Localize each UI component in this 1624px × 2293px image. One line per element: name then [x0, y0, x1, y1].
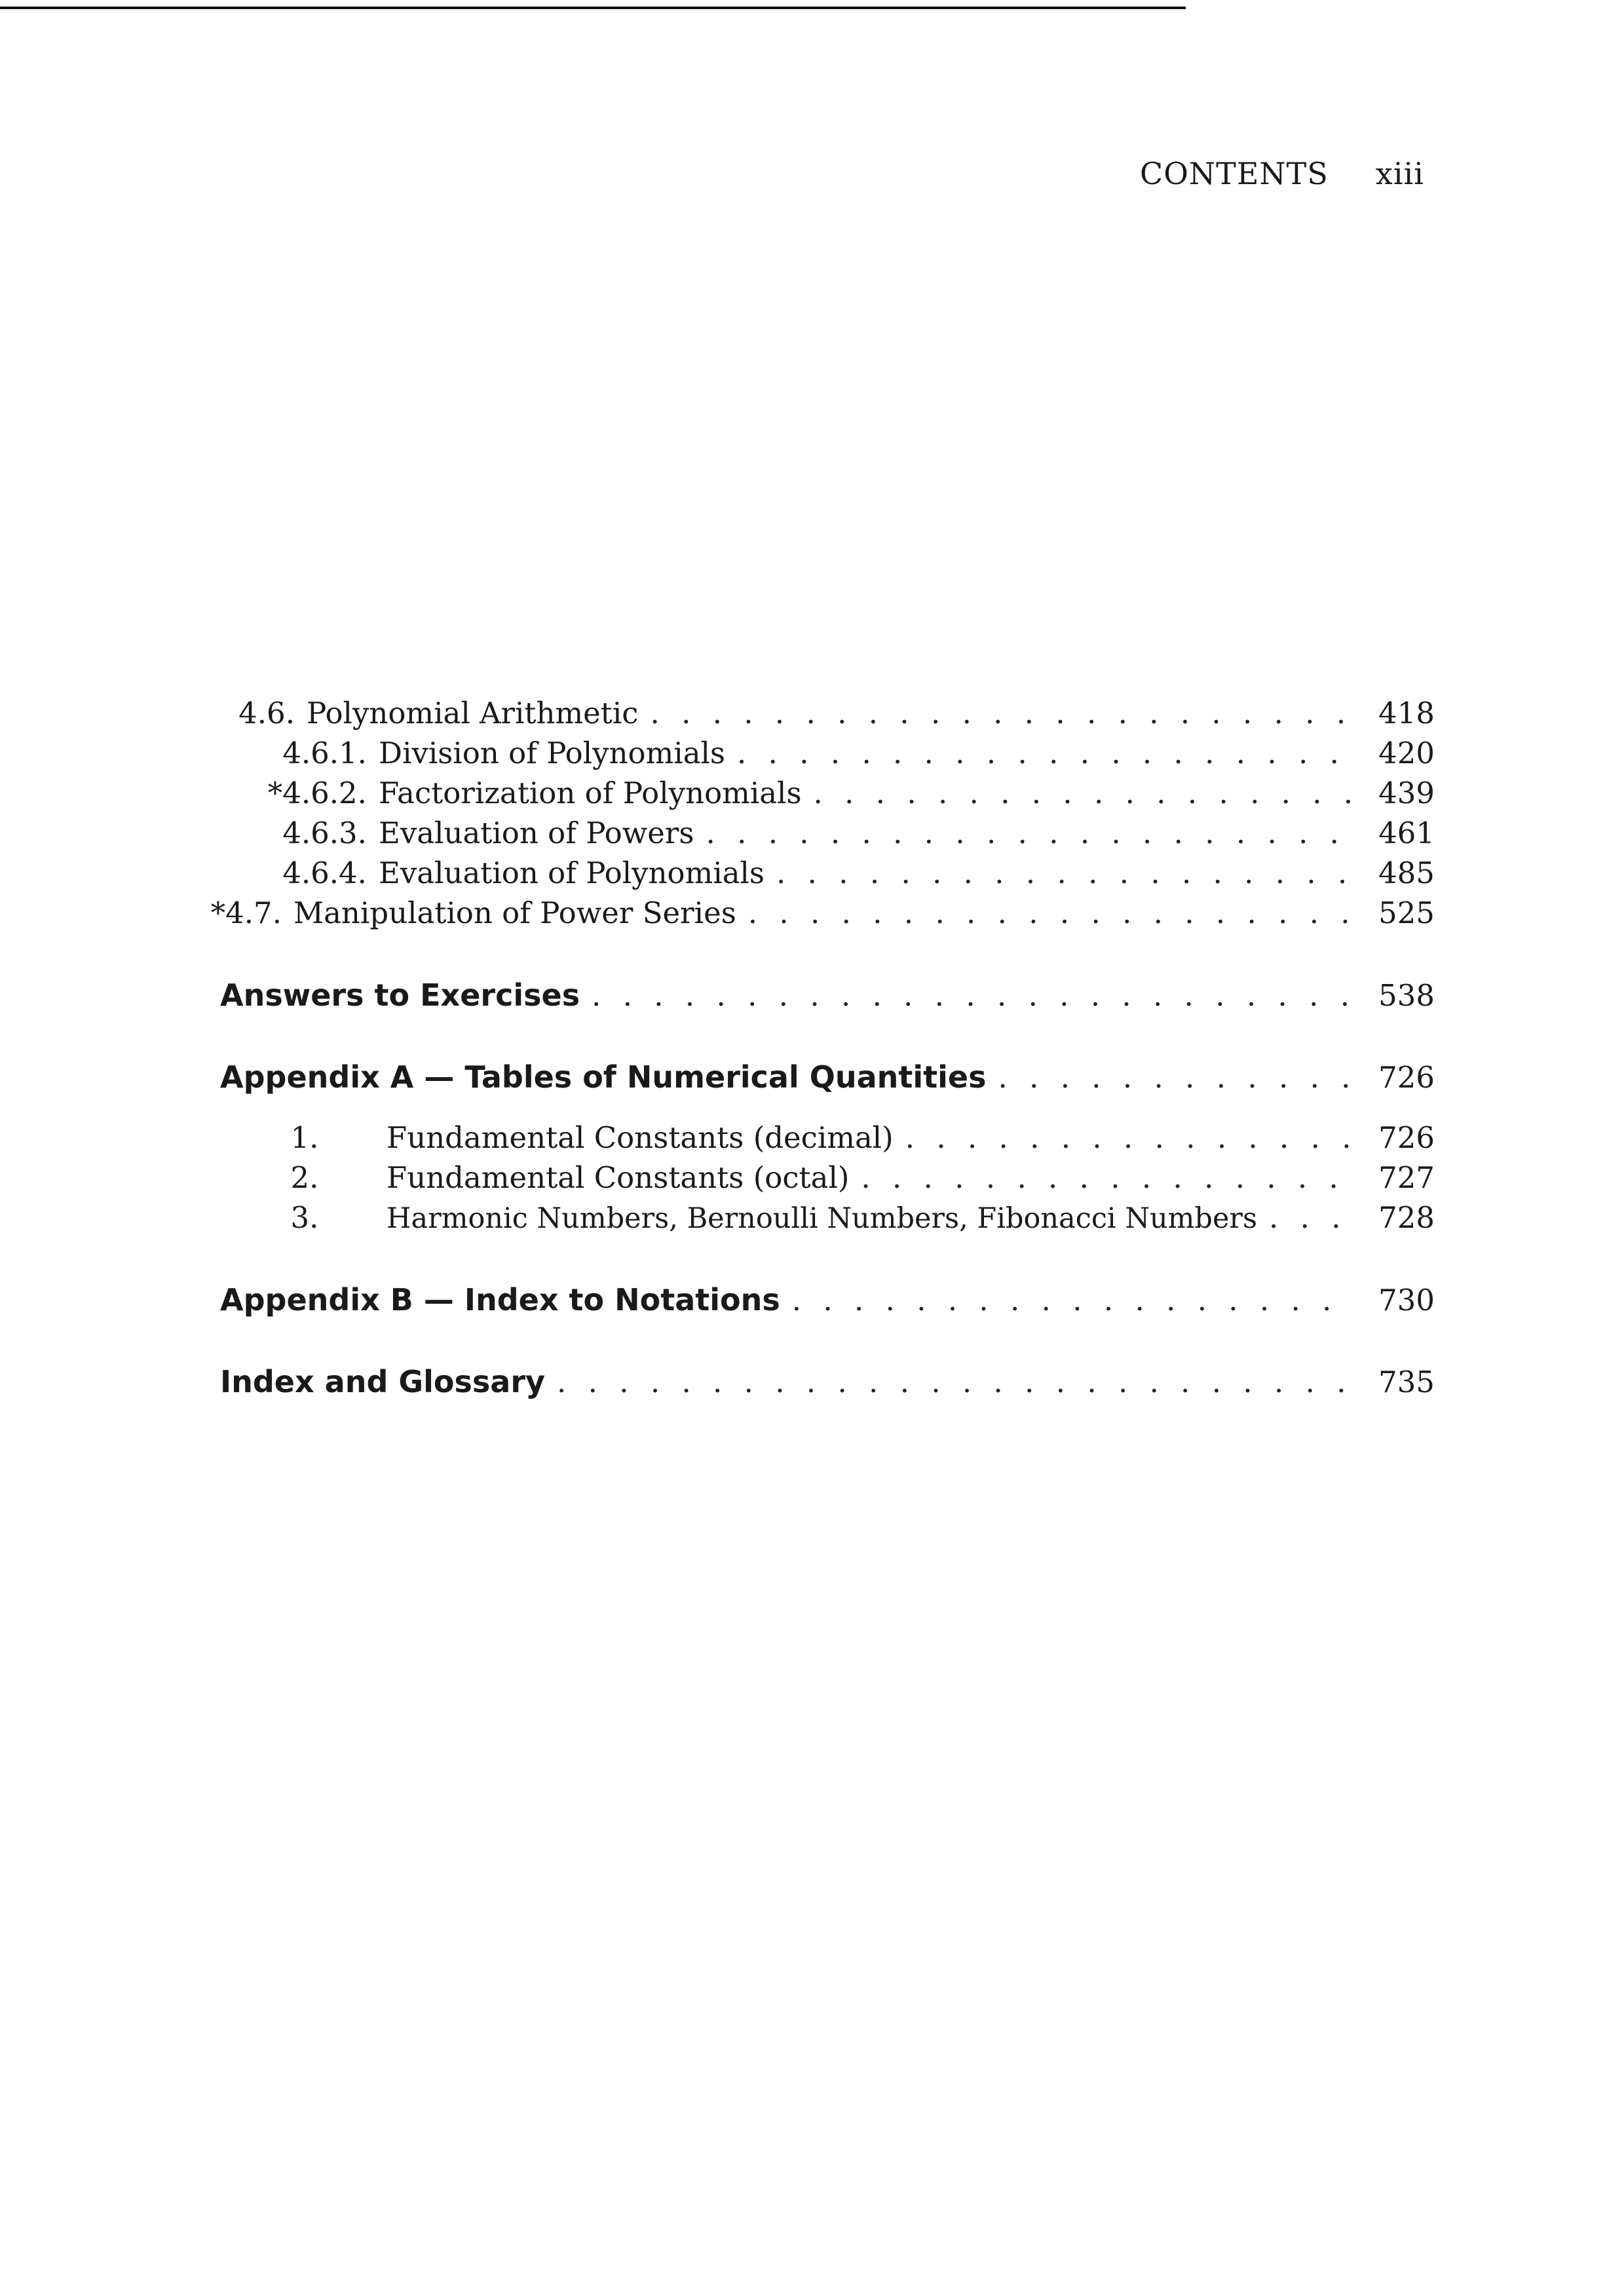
dot-leader: [1257, 1200, 1355, 1235]
section-title: Evaluation of Polynomials: [379, 856, 765, 890]
toc-entry-table-2[interactable]: [262, 1160, 1435, 1201]
section-title: Division of Polynomials: [379, 736, 726, 770]
table-title: Harmonic Numbers, Bernoulli Numbers, Fibonacci Numbers: [387, 1202, 1258, 1235]
dot-leader: [545, 1365, 1355, 1399]
page-ref: 418: [1378, 696, 1435, 730]
dot-leader: [580, 978, 1355, 1013]
chapter-title: Answers to Exercises: [220, 977, 580, 1013]
running-header: [1140, 156, 1424, 191]
section-number: 4.6.4.: [282, 856, 367, 890]
toc-entry-table-3[interactable]: [262, 1200, 1435, 1241]
page-ref: 726: [1378, 1120, 1435, 1155]
section-number: *4.7.: [210, 896, 282, 930]
page-ref: 726: [1378, 1060, 1435, 1095]
dot-leader: [638, 696, 1355, 730]
toc-entry-4-6-4[interactable]: [216, 856, 1435, 896]
section-number: 4.6.1.: [282, 736, 367, 770]
toc-entry-answers[interactable]: [220, 977, 1435, 1018]
toc-entry-appendix-b[interactable]: [220, 1282, 1435, 1323]
dot-leader: [736, 896, 1355, 930]
page-number: xiii: [1375, 156, 1424, 191]
section-number: 4.6.: [238, 696, 295, 730]
toc-entry-4-6-3[interactable]: [216, 816, 1435, 856]
dot-leader: [849, 1160, 1355, 1195]
toc-entry-index[interactable]: [220, 1364, 1435, 1405]
running-title: CONTENTS: [1140, 156, 1329, 191]
table-number: 3.: [290, 1200, 319, 1235]
chapter-title: Index and Glossary: [220, 1364, 546, 1399]
dot-leader: [780, 1283, 1355, 1317]
page-ref: 538: [1378, 978, 1435, 1013]
section-title: Polynomial Arithmetic: [307, 696, 639, 730]
page-ref: 439: [1378, 776, 1435, 810]
chapter-title: Appendix A — Tables of Numerical Quantities: [220, 1059, 987, 1095]
page-ref: 735: [1378, 1365, 1435, 1399]
page-ref: 730: [1378, 1283, 1435, 1317]
dot-leader: [986, 1060, 1355, 1095]
page-ref: 728: [1378, 1200, 1435, 1235]
table-number: 1.: [290, 1120, 319, 1155]
top-rule: [0, 7, 1186, 9]
toc-entry-appendix-a[interactable]: [220, 1059, 1435, 1100]
dot-leader: [894, 1120, 1355, 1155]
dot-leader: [802, 776, 1355, 810]
toc-entry-4-6[interactable]: [216, 696, 1435, 736]
toc-entry-4-6-1[interactable]: [216, 736, 1435, 776]
dot-leader: [765, 856, 1355, 890]
table-number: 2.: [290, 1160, 319, 1195]
page-ref: 485: [1378, 856, 1435, 890]
page-ref: 525: [1378, 896, 1435, 930]
page-ref: 727: [1378, 1160, 1435, 1195]
section-title: Factorization of Polynomials: [379, 776, 802, 810]
chapter-title: Appendix B — Index to Notations: [220, 1282, 780, 1317]
page-ref: 461: [1378, 816, 1435, 850]
toc-entry-table-1[interactable]: [262, 1120, 1435, 1161]
dot-leader: [694, 816, 1355, 850]
page-ref: 420: [1378, 736, 1435, 770]
table-title: Fundamental Constants (octal): [387, 1160, 850, 1195]
section-number: 4.6.3.: [282, 816, 367, 850]
section-title: Evaluation of Powers: [379, 816, 694, 850]
table-title: Fundamental Constants (decimal): [387, 1120, 894, 1155]
section-number: *4.6.2.: [267, 776, 367, 810]
section-title: Manipulation of Power Series: [293, 896, 736, 930]
toc-entry-4-6-2[interactable]: [216, 776, 1435, 816]
dot-leader: [725, 736, 1355, 770]
toc-entry-4-7[interactable]: [197, 896, 1435, 936]
